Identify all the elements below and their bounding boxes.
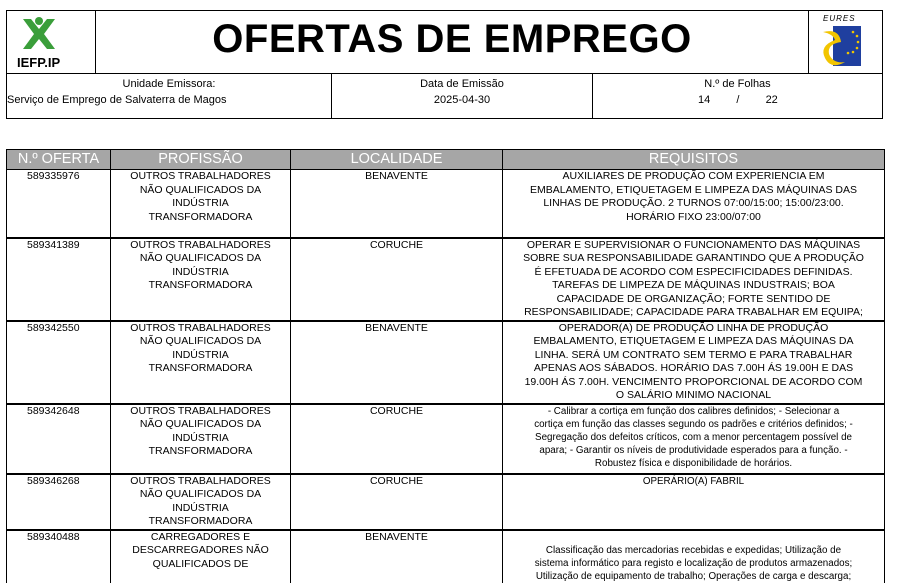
date-label: Data de Emissão bbox=[420, 78, 504, 90]
issuer-label: Unidade Emissora: bbox=[122, 78, 216, 90]
requisitos-line: HORÁRIO FIXO 23:00/07:00 bbox=[626, 210, 761, 223]
profissao-cell bbox=[111, 404, 291, 474]
requisitos-line: 19.00H ÁS 7.00H. VENCIMENTO PROPORCIONAL DE ACORDO COM bbox=[524, 375, 863, 388]
requisitos-line: SOBRE SUA RESPONSABILIDADE GARANTINDO QUE A PRODUÇÃO bbox=[523, 252, 864, 264]
profissao-line: INDÚSTRIA bbox=[172, 431, 229, 444]
profissao-line: NÃO QUALIFICADOS DA bbox=[139, 252, 262, 264]
localidade-cell: BENAVENTE bbox=[291, 530, 503, 583]
eures-emblem-icon bbox=[819, 24, 863, 70]
requisitos-cell bbox=[503, 404, 885, 474]
profissao-line: CARREGADORES E bbox=[150, 530, 251, 543]
issuer-cell bbox=[7, 74, 331, 118]
eures-logo-text: EURES bbox=[823, 14, 856, 23]
requisitos-cell bbox=[503, 474, 885, 530]
profissao-line: TRANSFORMADORA bbox=[148, 445, 253, 457]
oferta-cell: 589342648 bbox=[7, 404, 111, 474]
requisitos-line: Classificação das mercadorias recebidas e expedidas; Utilização de bbox=[545, 544, 842, 556]
requisitos-line: cortiça em função das classes segundo os padrões e critérios definidos; - bbox=[534, 418, 853, 430]
profissao-line: QUALIFICADOS DE bbox=[152, 557, 249, 570]
issue-info bbox=[6, 74, 883, 119]
profissao-line: INDÚSTRIA bbox=[172, 348, 229, 361]
requisitos-line: EMBALAMENTO, ETIQUETAGEM E LIMPEZA DAS MÁQUINAS DAS bbox=[530, 183, 857, 196]
requisitos-line: TAREFAS DE LIMPEZA DE MÁQUINAS INDUSTRAIS; BOA bbox=[552, 279, 835, 291]
table-row bbox=[7, 404, 885, 474]
profissao-line: TRANSFORMADORA bbox=[148, 279, 253, 291]
sheets-label: N.º de Folhas bbox=[704, 78, 771, 90]
requisitos-line: LINHAS DE PRODUÇÃO. 2 TURNOS 07:00/15:00; 15:00/23:00. bbox=[543, 197, 844, 209]
requisitos-line: Utilização de equipamento de trabalho; Operações de carga e descarga; bbox=[535, 570, 852, 582]
sheet-separator: / bbox=[736, 94, 740, 106]
sheets-value bbox=[698, 94, 778, 106]
table-row bbox=[7, 530, 885, 583]
localidade-cell: CORUCHE bbox=[291, 238, 503, 321]
requisitos-line: Robustez física e disponibilidade de horários. bbox=[594, 457, 793, 469]
column-header-oferta: N.º OFERTA bbox=[7, 150, 111, 170]
localidade-cell: BENAVENTE bbox=[291, 170, 503, 238]
iefp-logo bbox=[17, 15, 97, 71]
profissao-line: OUTROS TRABALHADORES bbox=[130, 238, 271, 251]
profissao-line: OUTROS TRABALHADORES bbox=[130, 321, 271, 334]
sheet-total: 22 bbox=[765, 94, 778, 106]
requisitos-cell bbox=[503, 530, 885, 583]
job-offers-table bbox=[6, 149, 885, 583]
iefp-logo-text: IEFP.IP bbox=[17, 55, 61, 70]
localidade-cell: CORUCHE bbox=[291, 404, 503, 474]
profissao-line: OUTROS TRABALHADORES bbox=[130, 170, 271, 182]
profissao-cell bbox=[111, 238, 291, 321]
requisitos-line: apara; - Garantir os níveis de produtividade esperados para a função. - bbox=[539, 444, 848, 456]
oferta-cell: 589341389 bbox=[7, 238, 111, 321]
profissao-line: OUTROS TRABALHADORES bbox=[130, 404, 271, 417]
requisitos-line: - Calibrar a cortiça em função dos calibres definidos; - Selecionar a bbox=[547, 405, 840, 417]
profissao-line: INDÚSTRIA bbox=[172, 265, 229, 278]
profissao-cell bbox=[111, 170, 291, 238]
table-row bbox=[7, 321, 885, 404]
profissao-line: INDÚSTRIA bbox=[172, 501, 229, 514]
requisitos-line: OPERADOR(A) DE PRODUÇÃO LINHA DE PRODUÇÃO bbox=[558, 321, 829, 334]
sheet-current: 14 bbox=[698, 94, 711, 106]
column-header-profissao: PROFISSÃO bbox=[111, 150, 291, 170]
date-cell bbox=[331, 74, 593, 118]
requisitos-line: APENAS AOS SÁBADOS. HORÁRIO DAS 7.00H ÁS 19.00H E DAS bbox=[533, 362, 854, 374]
column-header-localidade: LOCALIDADE bbox=[291, 150, 503, 170]
profissao-line: TRANSFORMADORA bbox=[148, 210, 253, 223]
requisitos-line: LINHA. SERÁ UM CONTRATO SEM TERMO E PARA TRABALHAR bbox=[534, 348, 853, 361]
profissao-line: OUTROS TRABALHADORES bbox=[130, 474, 271, 487]
requisitos-line: AUXILIARES DE PRODUÇÃO COM EXPERIENCIA EM bbox=[562, 170, 825, 182]
profissao-cell bbox=[111, 474, 291, 530]
page-title: OFERTAS DE EMPREGO bbox=[212, 17, 692, 61]
profissao-line: NÃO QUALIFICADOS DA bbox=[139, 335, 262, 347]
header-divider-right bbox=[808, 11, 809, 73]
localidade-cell: CORUCHE bbox=[291, 474, 503, 530]
profissao-cell bbox=[111, 321, 291, 404]
date-value: 2025-04-30 bbox=[433, 94, 491, 106]
profissao-cell bbox=[111, 530, 291, 583]
requisitos-line bbox=[505, 531, 882, 544]
requisitos-line: sistema informático para registo e localização de produtos armazenados; bbox=[534, 557, 853, 569]
iefp-emblem-icon bbox=[17, 15, 63, 55]
requisitos-line: OPERAR E SUPERVISIONAR O FUNCIONAMENTO DAS MÁQUINAS bbox=[526, 238, 861, 251]
profissao-line: NÃO QUALIFICADOS DA bbox=[139, 488, 262, 500]
table-row bbox=[7, 474, 885, 530]
profissao-line: DESCARREGADORES NÃO bbox=[132, 544, 269, 556]
table-header-row bbox=[7, 150, 885, 170]
requisitos-cell bbox=[503, 238, 885, 321]
document-header bbox=[6, 10, 883, 74]
table-row bbox=[7, 170, 885, 238]
requisitos-line: Segregação dos defeitos críticos, com a menor percentagem possível de bbox=[535, 431, 852, 443]
requisitos-line: CAPACIDADE DE ORGANIZAÇÃO; FORTE SENTIDO DE bbox=[556, 292, 831, 305]
profissao-line: INDÚSTRIA bbox=[172, 197, 229, 209]
requisitos-cell bbox=[503, 170, 885, 238]
sheets-cell bbox=[592, 74, 883, 118]
profissao-line: TRANSFORMADORA bbox=[148, 362, 253, 374]
oferta-cell: 589340488 bbox=[7, 530, 111, 583]
oferta-cell: 589342550 bbox=[7, 321, 111, 404]
requisitos-line: EMBALAMENTO, ETIQUETAGEM E LIMPEZA DAS MÁQUINAS DA bbox=[533, 335, 854, 347]
profissao-line: NÃO QUALIFICADOS DA bbox=[139, 418, 262, 430]
localidade-cell: BENAVENTE bbox=[291, 321, 503, 404]
profissao-line: TRANSFORMADORA bbox=[148, 515, 253, 527]
eures-logo bbox=[819, 14, 869, 70]
table-row bbox=[7, 238, 885, 321]
requisitos-line: RESPONSABILIDADE; CAPACIDADE PARA TRABALHAR EM EQUIPA; bbox=[524, 306, 863, 318]
requisitos-line: OPERÁRIO(A) FABRIL bbox=[642, 475, 745, 487]
issuer-value: Serviço de Emprego de Salvaterra de Magos bbox=[7, 94, 227, 106]
profissao-line: NÃO QUALIFICADOS DA bbox=[139, 183, 262, 196]
column-header-requisitos: REQUISITOS bbox=[503, 150, 885, 170]
requisitos-line: É EFETUADA DE ACORDO COM ESPECIFICIDADES DEFINIDAS. bbox=[534, 265, 853, 278]
oferta-cell: 589335976 bbox=[7, 170, 111, 238]
requisitos-cell bbox=[503, 321, 885, 404]
requisitos-line: O SALÁRIO MINIMO NACIONAL bbox=[615, 389, 772, 401]
oferta-cell: 589346268 bbox=[7, 474, 111, 530]
